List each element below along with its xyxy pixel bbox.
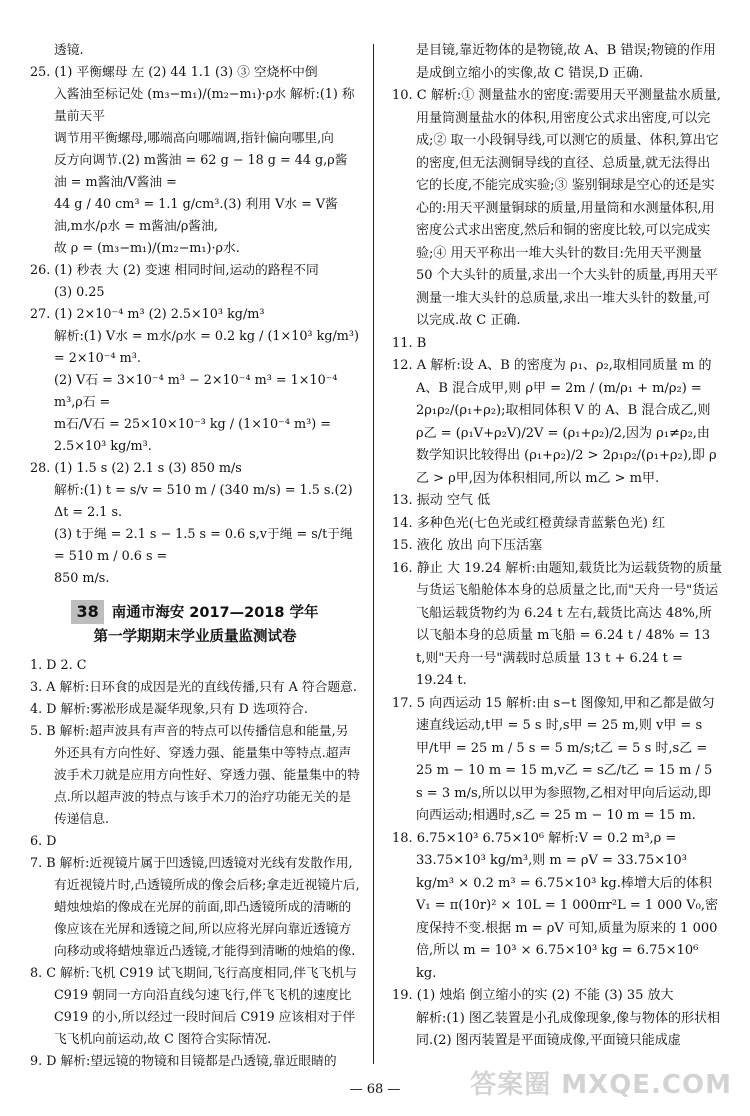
- answer-text: (3) t于绳 = 2.1 s − 1.5 s = 0.6 s,v于绳 = s/t于绳 = 510 m / 0.6 s =: [54, 527, 353, 564]
- answer-text: 故 ρ = (m₃−m₁)/(m₂−m₁)·ρ水.: [54, 241, 240, 256]
- answer-text: 调节用平衡螺母,哪端高向哪端调,指针偏向哪里,向: [54, 131, 334, 146]
- column-divider: [373, 44, 374, 1064]
- answer-item: 7. B 解析:近视镜片属于凹透镜,凹透镜对光线有发散作用,有近视镜片时,凸透镜所成的像会后移;拿走近视镜片后,蜡烛烛焰的像成在光屏的前面,即凸透镜所成的清晰的像应该在光屏和透镜之间,所以应将光屏向靠近透镜方向移动或将蜡烛靠近凸透镜,才能得到清晰的烛焰的像.: [30, 856, 360, 959]
- answer-item: 15. 液化 放出 向下压活塞: [392, 538, 543, 553]
- answer-item: 4. D 解析:雾凇形成是凝华现象,只有 D 选项符合.: [30, 702, 308, 717]
- answer-text: 解析:(1) V水 = m水/ρ水 = 0.2 kg / (1×10³ kg/m³) = 2×10⁻⁴ m³.: [54, 329, 359, 366]
- answer-item: 18. 6.75×10³ 6.75×10⁶ 解析:V = 0.2 m³,ρ = 33.75×10³ kg/m³,则 m = ρV = 33.75×10³ kg/m³ × 0.2 m³ = 6.75×10³ kg.棒增大后的体积 V₁ = π(10r)² × 10L = 1 000πr²L = 1 000 V₀,密度保持不变.根据 m = ρV 可知,质量为原来的 1 000 倍,所以 m = 10³ × 6.75×10³ kg = 6.75×10⁶ kg.: [392, 830, 718, 981]
- answer-item: 26. (1) 秒表 大 (2) 变速 相同时间,运动的路程不同: [30, 263, 319, 278]
- answer-item: 1. D 2. C: [30, 658, 87, 673]
- answer-item: 3. A 解析:日环食的成因是光的直线传播,只有 A 符合题意.: [30, 680, 357, 695]
- answer-item: 10. C 解析:① 测量盐水的密度:需要用天平测量盐水质量,用量筒测量盐水的体积,用密度公式求出密度,可以完成;② 取一小段铜导线,可以测它的质量、体积,算出它的密度,但无法测铜导线的直径、总质量,就无法得出它的长度,不能完成实验;③ 鉴别铜球是空心的还是实心的:用天平测量铜球的质量,用量筒和水测量体积,用密度公式求出密度,然后和铜的密度比较,可以完成实验;④ 用天平称出一堆大头针的数目:先用天平测量 50 个大头针的质量,求出一个大头针的质量,再用天平测量一堆大头针的总质量,求出一堆大头针的数量,可以完成.故 C 正确.: [392, 88, 721, 328]
- section-title-line1: 南通市海安 2017—2018 学年: [111, 605, 319, 621]
- answer-text: (3) 0.25: [54, 285, 105, 300]
- answer-item: 27. (1) 2×10⁻⁴ m³ (2) 2.5×10³ kg/m³: [30, 307, 265, 322]
- answer-text: 解析:(1) 图乙装置是小孔成像现象,像与物体的形状相同.(2) 图丙装置是平面镜成像,平面镜只能成虚: [416, 1010, 721, 1048]
- answer-text: (2) V石 = 3×10⁻⁴ m³ − 2×10⁻⁴ m³ = 1×10⁻⁴ m³,ρ石 =: [54, 373, 338, 410]
- answer-item: 16. 静止 大 19.24 解析:由题知,载货比为运载货物的质量与货运飞船舱体本身的总质量之比,而"天舟一号"货运飞船运载货物约为 6.24 t 左右,载货比高达 48%,所以飞船本身的总质量 m飞船 = 6.24 t / 48% = 13 t,则"天舟一号"满载时总质量 13 t + 6.24 t = 19.24 t.: [392, 560, 722, 688]
- answer-text: 850 m/s.: [54, 571, 110, 586]
- answer-item: 25. (1) 平衡螺母 左 (2) 44 1.1 (3) ③ 空烧杯中倒: [30, 65, 318, 80]
- answer-item: 8. C 解析:飞机 C919 试飞期间,飞行高度相同,伴飞飞机与 C919 朝同一方向沿直线匀速飞行,伴飞飞机的速度比 C919 的小,所以经过一段时间后 C919 应该相对于伴飞飞机向前运动,故 C 图符合实际情况.: [30, 966, 357, 1047]
- answer-item: 28. (1) 1.5 s (2) 2.1 s (3) 850 m/s: [30, 461, 242, 476]
- answer-text: 是目镜,靠近物体的是物镜,故 A、B 错误;物镜的作用是成倒立缩小的实像,故 C 错误,D 正确.: [416, 43, 716, 81]
- answer-item: 13. 振动 空气 低: [392, 493, 491, 508]
- answer-item: 6. D: [30, 834, 57, 849]
- answer-text: 反方向调节.(2) m酱油 = 62 g − 18 g = 44 g,ρ酱油 = m酱油/V酱油 =: [54, 153, 348, 190]
- answer-item: 11. B: [392, 335, 427, 351]
- answer-text: 解析:(1) t = s/v = 510 m / (340 m/s) = 1.5 s.(2) Δt = 2.1 s.: [54, 483, 353, 520]
- answer-text: 入酱油至标记处 (m₃−m₁)/(m₂−m₁)·ρ水 解析:(1) 称量前天平: [54, 87, 355, 124]
- answer-item: 19. (1) 烛焰 倒立缩小的实 (2) 不能 (3) 35 放大: [392, 988, 674, 1003]
- page-number: — 68 —: [349, 1082, 401, 1097]
- answer-item: 9. D 解析:望远镜的物镜和目镜都是凸透镜,靠近眼睛的: [30, 1054, 337, 1069]
- answer-item: 17. 5 向西运动 15 解析:由 s−t 图像知,甲和乙都是做匀速直线运动,t甲 = 5 s 时,s甲 = 25 m,则 v甲 = s甲/t甲 = 25 m / 5 s = 5 m/s;t乙 = 5 s 时,s乙 = 25 m − 10 m = 15 m,v乙 = s乙/t乙 = 15 m / 5 s = 3 m/s,所以以甲为参照物,乙相对甲向后运动,即向西运动;相遇时,s乙 = 25 m − 10 m = 15 m.: [392, 695, 715, 823]
- answer-item: 5. B 解析:超声波具有声音的特点可以传播信息和能量,另外还具有方向性好、穿透力强、能量集中等特点.超声波手术刀就是应用方向性好、穿透力强、能量集中的特点.所以超声波的特点与该手术刀的治疗功能无关的是传递信息.: [30, 724, 360, 827]
- left-column: [30, 40, 360, 1076]
- answer-text: 44 g / 40 cm³ = 1.1 g/cm³.(3) 利用 V水 = V酱油,m水/ρ水 = m酱油/ρ酱油,: [54, 197, 338, 234]
- answer-text: 透镜.: [54, 43, 84, 58]
- section-number: 38: [71, 600, 103, 624]
- watermark-logo: 答案圈 MXQE.COM: [470, 1070, 732, 1100]
- right-column: [392, 40, 722, 1076]
- answer-item: 12. A 解析:设 A、B 的密度为 ρ₁、ρ₂,取相同质量 m 的 A、B 混合成甲,则 ρ甲 = 2m / (m/ρ₁ + m/ρ₂) = 2ρ₁ρ₂/(ρ₁+ρ₂);取相同体积 V 的 A、B 混合成乙,则 ρ乙 = (ρ₁V+ρ₂V)/2V = (ρ₁+ρ₂)/2,因为 ρ₁≠ρ₂,由数学知识比较得出 (ρ₁+ρ₂)/2 > 2ρ₁ρ₂/(ρ₁+ρ₂),即 ρ乙 > ρ甲,因为体积相同,所以 m乙 > m甲.: [392, 358, 717, 486]
- section-title-line2: 第一学期期末学业质量监测试卷: [93, 629, 297, 645]
- answer-text: m石/V石 = 25×10×10⁻³ kg / (1×10⁻⁴ m³) = 2.5×10³ kg/m³.: [54, 417, 331, 454]
- section-header: [30, 600, 360, 649]
- answer-item: 14. 多种色光(七色光或红橙黄绿青蓝紫色光) 红: [392, 515, 666, 531]
